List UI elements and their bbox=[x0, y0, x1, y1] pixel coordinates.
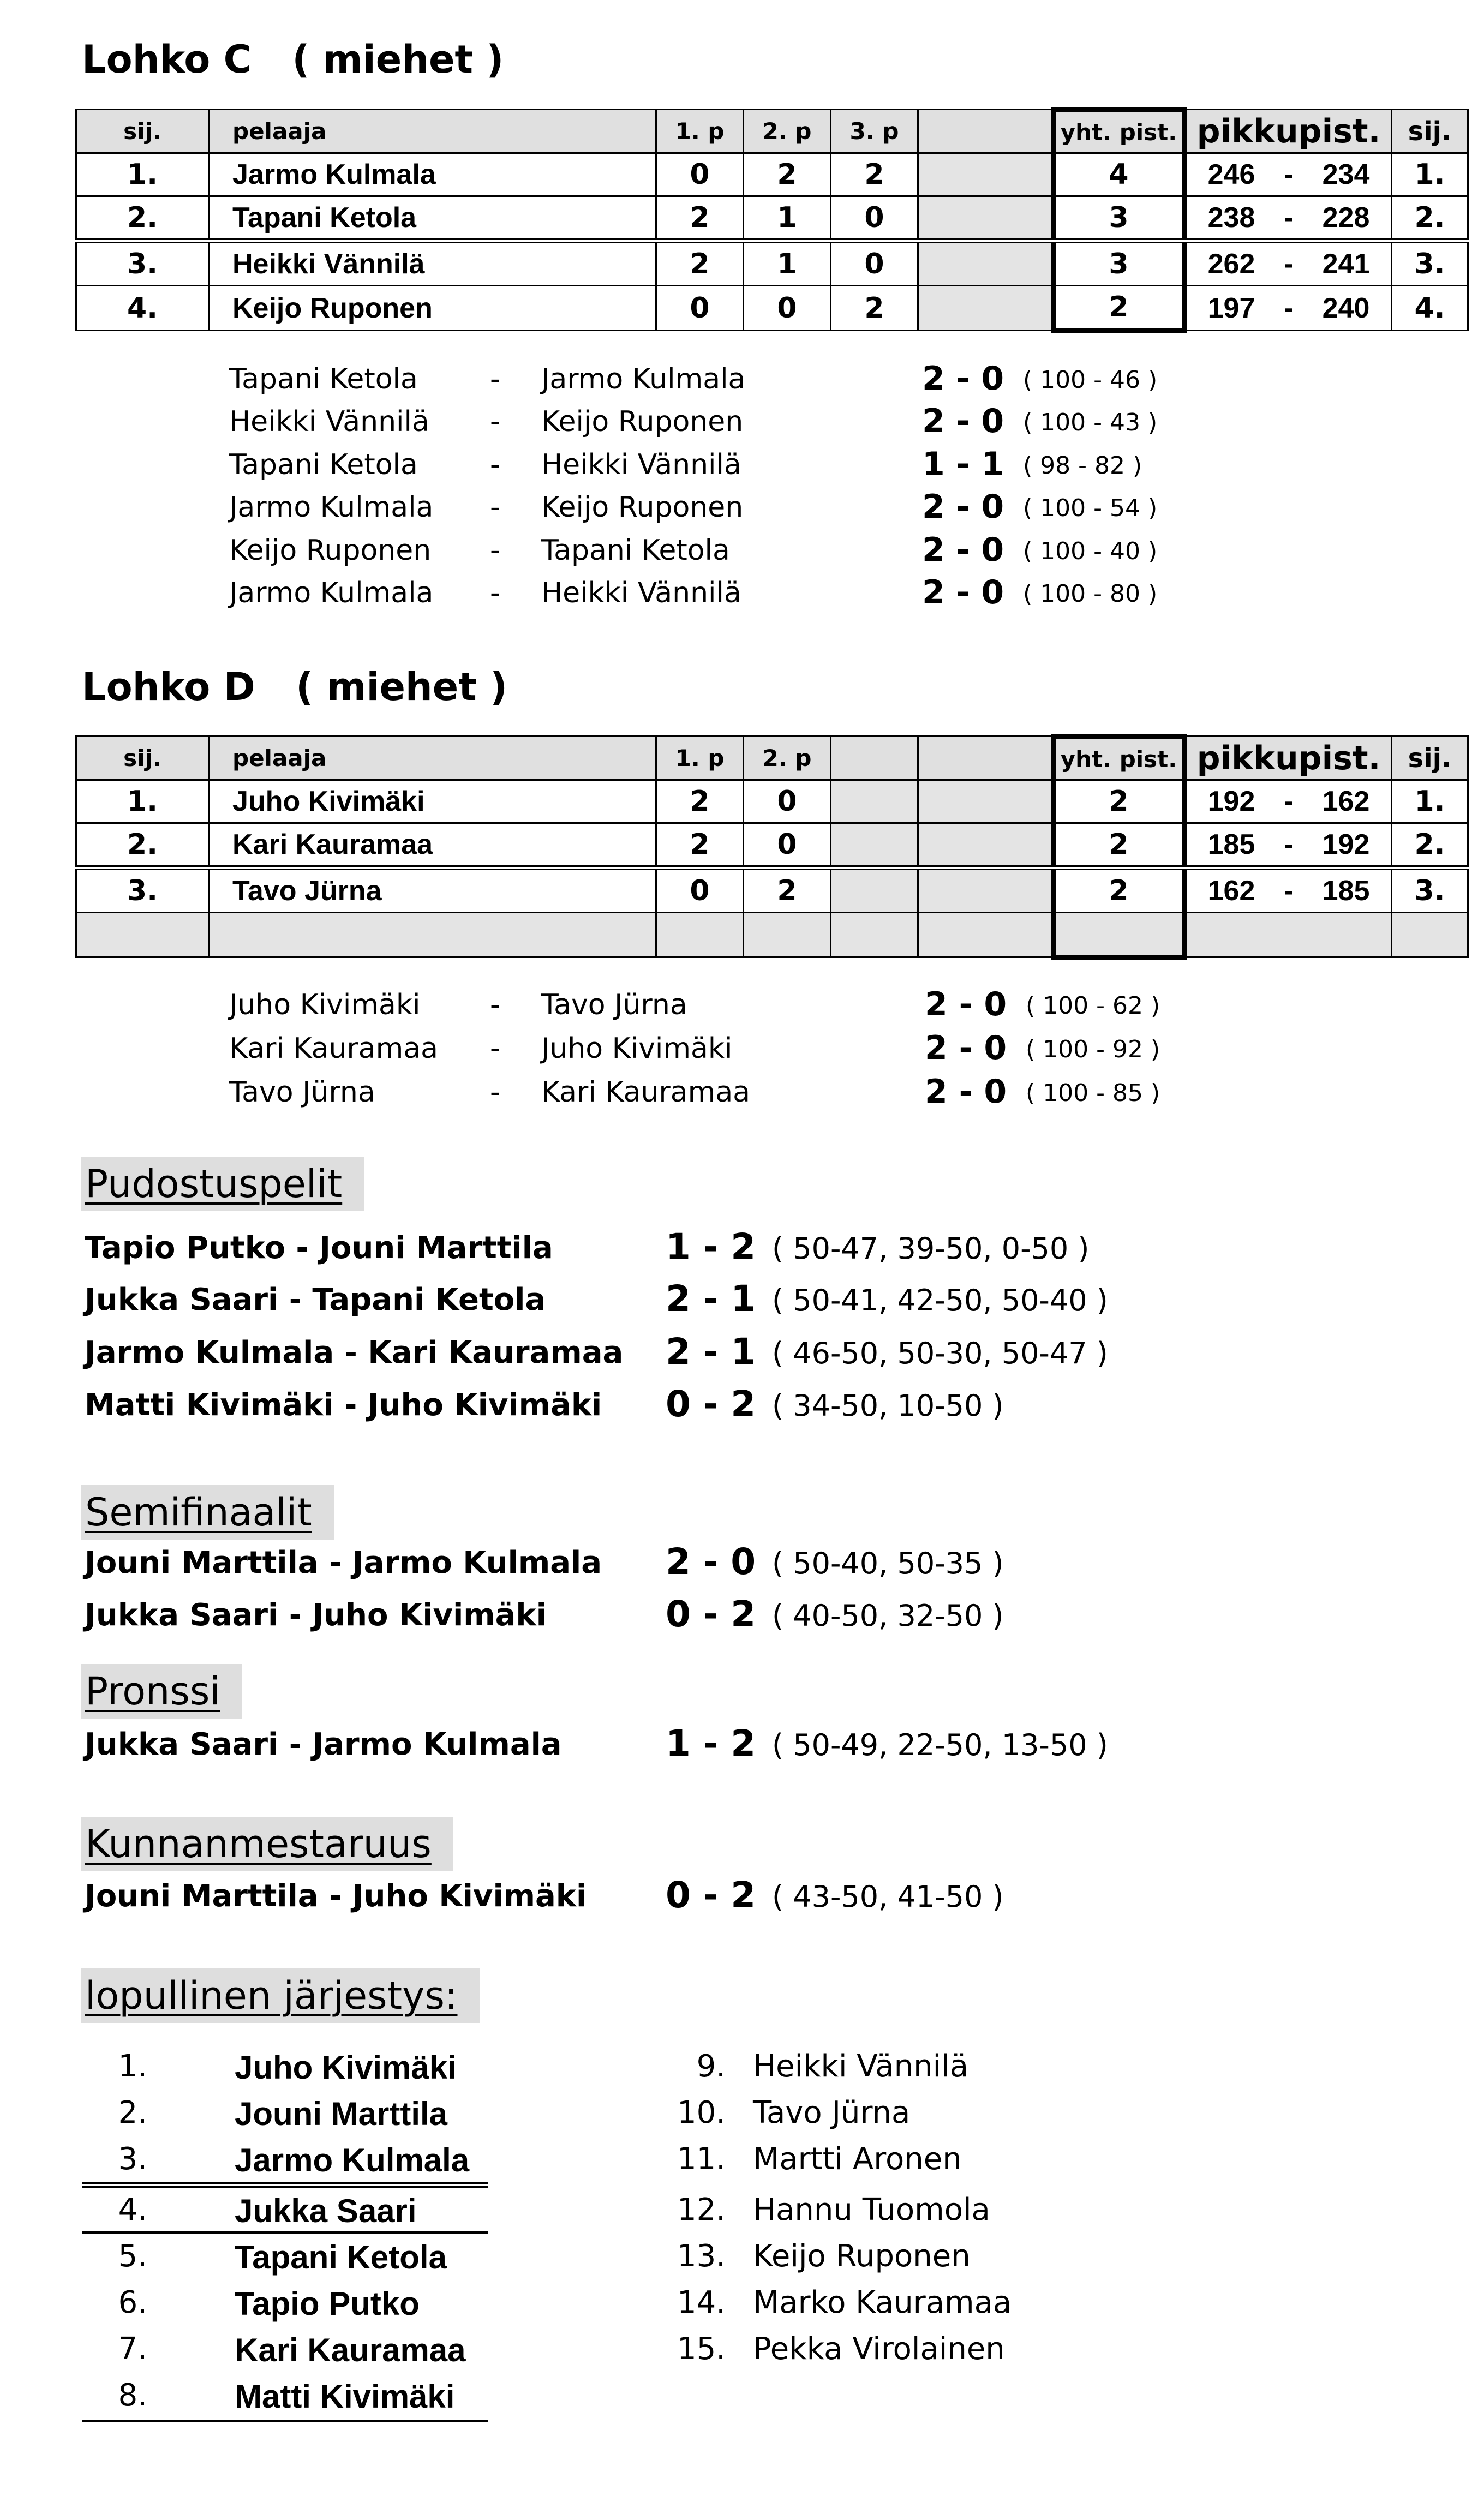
player-name: Jarmo Kulmala bbox=[209, 153, 656, 196]
player-name: Tapio Putko bbox=[235, 2285, 420, 2322]
empty-cell bbox=[1392, 913, 1468, 957]
match-result: 2 - 0 bbox=[922, 531, 1004, 569]
rank-cell: 4. bbox=[76, 286, 209, 331]
player-b: Jarmo Kulmala bbox=[541, 363, 746, 396]
player-name: Kari Kauramaa bbox=[209, 823, 656, 868]
header-spacer bbox=[918, 110, 1054, 153]
position-number: 2. bbox=[118, 2095, 147, 2130]
match-points: ( 100 - 46 ) bbox=[1023, 366, 1158, 394]
position-number: 15. bbox=[677, 2331, 726, 2367]
match-result: 2 - 0 bbox=[925, 1073, 1007, 1111]
set-scores: ( 34-50, 10-50 ) bbox=[772, 1388, 1004, 1423]
table-row bbox=[76, 780, 1468, 823]
final-order-section-title: lopullinen järjestys: bbox=[81, 1968, 480, 2023]
knockout-section-title: Pudostuspelit bbox=[81, 1157, 364, 1211]
player-a: Keijo Ruponen bbox=[229, 534, 432, 567]
spacer-cell bbox=[831, 868, 918, 913]
player-name: Kari Kauramaa bbox=[235, 2332, 466, 2368]
list-item bbox=[229, 402, 1211, 448]
divider bbox=[82, 2182, 488, 2188]
position-number: 12. bbox=[677, 2192, 726, 2228]
player-b: Kari Kauramaa bbox=[541, 1076, 751, 1109]
rank-cell: 3. bbox=[76, 868, 209, 913]
player-a: Jarmo Kulmala bbox=[229, 577, 434, 609]
match-result: 2 - 0 bbox=[925, 1029, 1007, 1067]
spacer-cell bbox=[918, 286, 1054, 331]
empty-cell bbox=[209, 913, 656, 957]
header-player: pelaaja bbox=[209, 737, 656, 780]
spacer-cell bbox=[918, 196, 1054, 241]
rank-cell: 1. bbox=[76, 153, 209, 196]
small-points bbox=[1184, 868, 1392, 913]
player-name: Tavo Jürna bbox=[753, 2095, 911, 2130]
total-points: 2 bbox=[1054, 286, 1184, 331]
group-c-heading bbox=[82, 37, 504, 82]
player-b: Tapani Ketola bbox=[541, 534, 730, 567]
rank-2-cell: 1. bbox=[1392, 780, 1468, 823]
points-dash: - bbox=[1284, 292, 1294, 324]
position-number: 11. bbox=[677, 2141, 726, 2177]
table-row-empty bbox=[76, 913, 1468, 957]
versus-dash: - bbox=[490, 491, 500, 524]
match-result: 2 - 1 bbox=[666, 1331, 756, 1373]
group-c-standings-table bbox=[75, 107, 1469, 333]
set-scores: ( 50-47, 39-50, 0-50 ) bbox=[772, 1231, 1090, 1266]
player-b: Heikki Vännilä bbox=[541, 577, 741, 609]
small-points bbox=[1184, 241, 1392, 286]
header-total-points: yht. pist. bbox=[1054, 110, 1184, 153]
versus-dash: - bbox=[490, 448, 500, 481]
spacer-cell bbox=[918, 868, 1054, 913]
game-1-score: 0 bbox=[656, 153, 744, 196]
player-a: Tavo Jürna bbox=[229, 1076, 375, 1109]
empty-cell bbox=[831, 913, 918, 957]
points-against: 234 bbox=[1322, 159, 1370, 190]
game-1-score: 0 bbox=[656, 868, 744, 913]
points-dash: - bbox=[1284, 159, 1294, 190]
rank-cell: 1. bbox=[76, 780, 209, 823]
game-3-score: 0 bbox=[831, 196, 918, 241]
match-result: 2 - 0 bbox=[922, 402, 1004, 440]
game-1-score: 2 bbox=[656, 196, 744, 241]
player-name: Tavo Jürna bbox=[209, 868, 656, 913]
table-header-row bbox=[76, 110, 1468, 153]
game-1-score: 2 bbox=[656, 780, 744, 823]
match-points: ( 100 - 92 ) bbox=[1026, 1035, 1160, 1063]
header-rank-2: sij. bbox=[1392, 110, 1468, 153]
group-d-subtitle: ( miehet ) bbox=[296, 665, 508, 709]
position-number: 13. bbox=[677, 2238, 726, 2274]
list-item bbox=[229, 573, 1211, 619]
game-2-score: 0 bbox=[744, 286, 831, 331]
table-row bbox=[76, 286, 1468, 331]
spacer-cell bbox=[918, 241, 1054, 286]
header-game-2: 2. p bbox=[744, 110, 831, 153]
player-a: Heikki Vännilä bbox=[229, 405, 429, 438]
points-against: 228 bbox=[1322, 202, 1370, 234]
player-name: Jukka Saari bbox=[235, 2193, 417, 2229]
match-points: ( 100 - 62 ) bbox=[1026, 992, 1160, 1020]
set-scores: ( 50-41, 42-50, 50-40 ) bbox=[772, 1283, 1108, 1318]
game-2-score: 0 bbox=[744, 780, 831, 823]
points-for: 238 bbox=[1207, 202, 1255, 234]
match-points: ( 100 - 54 ) bbox=[1023, 494, 1158, 522]
semifinals-section-title: Semifinaalit bbox=[81, 1485, 334, 1540]
rank-2-cell: 2. bbox=[1392, 196, 1468, 241]
points-for: 262 bbox=[1207, 248, 1255, 280]
header-rank: sij. bbox=[76, 737, 209, 780]
position-number: 14. bbox=[677, 2285, 726, 2320]
player-name: Jarmo Kulmala bbox=[235, 2142, 470, 2178]
points-for: 162 bbox=[1207, 875, 1255, 907]
bronze-section-title: Pronssi bbox=[81, 1664, 242, 1719]
header-total-points: yht. pist. bbox=[1054, 737, 1184, 780]
points-dash: - bbox=[1284, 829, 1294, 860]
header-small-points: pikkupist. bbox=[1184, 110, 1392, 153]
set-scores: ( 40-50, 32-50 ) bbox=[772, 1599, 1004, 1633]
game-1-score: 2 bbox=[656, 241, 744, 286]
set-scores: ( 46-50, 50-30, 50-47 ) bbox=[772, 1336, 1108, 1370]
match-result: 1 - 2 bbox=[666, 1722, 756, 1764]
total-points: 4 bbox=[1054, 153, 1184, 196]
player-name: Keijo Ruponen bbox=[753, 2238, 971, 2274]
match-pair: Jukka Saari - Jarmo Kulmala bbox=[85, 1727, 562, 1762]
table-row bbox=[76, 153, 1468, 196]
versus-dash: - bbox=[490, 405, 500, 438]
player-name: Juho Kivimäki bbox=[235, 2049, 457, 2086]
match-points: ( 100 - 80 ) bbox=[1023, 580, 1158, 608]
position-number: 6. bbox=[118, 2285, 147, 2320]
match-points: ( 100 - 43 ) bbox=[1023, 409, 1158, 436]
game-2-score: 2 bbox=[744, 868, 831, 913]
match-result: 0 - 2 bbox=[666, 1593, 756, 1635]
list-item bbox=[229, 985, 1211, 1031]
game-2-score: 2 bbox=[744, 153, 831, 196]
match-result: 0 - 2 bbox=[666, 1874, 756, 1916]
game-2-score: 1 bbox=[744, 241, 831, 286]
player-a: Kari Kauramaa bbox=[229, 1032, 439, 1065]
rank-cell: 2. bbox=[76, 823, 209, 868]
versus-dash: - bbox=[490, 1032, 500, 1065]
spacer-cell bbox=[918, 153, 1054, 196]
set-scores: ( 43-50, 41-50 ) bbox=[772, 1879, 1004, 1914]
versus-dash: - bbox=[490, 989, 500, 1021]
rank-2-cell: 2. bbox=[1392, 823, 1468, 868]
match-result: 2 - 0 bbox=[922, 573, 1004, 612]
player-b: Juho Kivimäki bbox=[541, 1032, 733, 1065]
small-points bbox=[1184, 196, 1392, 241]
player-name: Jouni Marttila bbox=[235, 2096, 448, 2132]
rank-2-cell: 3. bbox=[1392, 868, 1468, 913]
empty-cell bbox=[744, 913, 831, 957]
header-game-1: 1. p bbox=[656, 737, 744, 780]
game-3-score: 2 bbox=[831, 153, 918, 196]
player-b: Keijo Ruponen bbox=[541, 491, 744, 524]
game-1-score: 2 bbox=[656, 823, 744, 868]
empty-cell bbox=[918, 913, 1054, 957]
empty-cell bbox=[1054, 913, 1184, 957]
points-against: 240 bbox=[1322, 292, 1370, 324]
versus-dash: - bbox=[490, 577, 500, 609]
player-name: Pekka Virolainen bbox=[753, 2331, 1005, 2367]
game-3-score: 0 bbox=[831, 241, 918, 286]
total-points: 3 bbox=[1054, 196, 1184, 241]
match-result: 2 - 0 bbox=[925, 985, 1007, 1023]
rank-cell: 2. bbox=[76, 196, 209, 241]
points-dash: - bbox=[1284, 202, 1294, 234]
player-name: Heikki Vännilä bbox=[753, 2049, 969, 2084]
player-a: Juho Kivimäki bbox=[229, 989, 421, 1021]
list-item bbox=[229, 360, 1211, 405]
points-against: 192 bbox=[1322, 829, 1370, 860]
versus-dash: - bbox=[490, 1076, 500, 1109]
group-c-subtitle: ( miehet ) bbox=[292, 37, 504, 82]
points-dash: - bbox=[1284, 786, 1294, 817]
header-rank-2: sij. bbox=[1392, 737, 1468, 780]
position-number: 4. bbox=[118, 2192, 147, 2228]
table-row bbox=[76, 868, 1468, 913]
match-result: 0 - 2 bbox=[666, 1383, 756, 1425]
game-1-score: 0 bbox=[656, 286, 744, 331]
match-pair: Jukka Saari - Tapani Ketola bbox=[85, 1282, 546, 1318]
rank-2-cell: 4. bbox=[1392, 286, 1468, 331]
position-number: 3. bbox=[118, 2141, 147, 2177]
game-3-score: 2 bbox=[831, 286, 918, 331]
points-for: 192 bbox=[1207, 786, 1255, 817]
total-points: 2 bbox=[1054, 823, 1184, 868]
header-game-3: 3. p bbox=[831, 110, 918, 153]
spacer-cell bbox=[918, 780, 1054, 823]
points-against: 185 bbox=[1322, 875, 1370, 907]
header-player: pelaaja bbox=[209, 110, 656, 153]
match-pair: Jouni Marttila - Juho Kivimäki bbox=[85, 1878, 587, 1914]
player-name: Tapani Ketola bbox=[209, 196, 656, 241]
position-number: 10. bbox=[677, 2095, 726, 2130]
player-b: Heikki Vännilä bbox=[541, 448, 741, 481]
list-item bbox=[229, 1073, 1211, 1118]
header-small-points: pikkupist. bbox=[1184, 737, 1392, 780]
small-points bbox=[1184, 286, 1392, 331]
match-pair: Jukka Saari - Juho Kivimäki bbox=[85, 1597, 547, 1633]
header-game-1: 1. p bbox=[656, 110, 744, 153]
player-a: Tapani Ketola bbox=[229, 448, 418, 481]
list-item bbox=[229, 488, 1211, 534]
points-dash: - bbox=[1284, 248, 1294, 280]
player-name: Marko Kauramaa bbox=[753, 2285, 1012, 2320]
rank-cell: 3. bbox=[76, 241, 209, 286]
spacer-cell bbox=[831, 780, 918, 823]
list-item bbox=[229, 531, 1211, 577]
points-for: 197 bbox=[1207, 292, 1255, 324]
points-dash: - bbox=[1284, 875, 1294, 907]
match-result: 2 - 0 bbox=[922, 360, 1004, 398]
group-d-standings-table bbox=[75, 734, 1469, 960]
spacer-cell bbox=[831, 823, 918, 868]
player-name: Martti Aronen bbox=[753, 2141, 962, 2177]
header-game-2: 2. p bbox=[744, 737, 831, 780]
match-result: 1 - 2 bbox=[666, 1226, 756, 1268]
set-scores: ( 50-40, 50-35 ) bbox=[772, 1546, 1004, 1581]
match-pair: Jarmo Kulmala - Kari Kauramaa bbox=[85, 1335, 624, 1370]
player-name: Heikki Vännilä bbox=[209, 241, 656, 286]
total-points: 2 bbox=[1054, 868, 1184, 913]
divider bbox=[82, 2420, 488, 2422]
total-points: 3 bbox=[1054, 241, 1184, 286]
position-number: 9. bbox=[696, 2049, 726, 2084]
final-section-title: Kunnanmestaruus bbox=[81, 1817, 453, 1871]
table-header-row bbox=[76, 737, 1468, 780]
position-number: 5. bbox=[118, 2238, 147, 2274]
total-points: 2 bbox=[1054, 780, 1184, 823]
divider bbox=[82, 2231, 488, 2234]
group-c-title: Lohko C bbox=[82, 37, 252, 82]
points-for: 185 bbox=[1207, 829, 1255, 860]
table-row bbox=[76, 823, 1468, 868]
match-points: ( 98 - 82 ) bbox=[1023, 452, 1142, 480]
match-result: 2 - 0 bbox=[666, 1541, 756, 1583]
small-points bbox=[1184, 780, 1392, 823]
group-d-title: Lohko D bbox=[82, 665, 255, 709]
player-name: Tapani Ketola bbox=[235, 2239, 447, 2276]
header-rank: sij. bbox=[76, 110, 209, 153]
player-name: Juho Kivimäki bbox=[209, 780, 656, 823]
match-points: ( 100 - 85 ) bbox=[1026, 1079, 1160, 1107]
player-a: Jarmo Kulmala bbox=[229, 491, 434, 524]
points-against: 241 bbox=[1322, 248, 1370, 280]
empty-cell bbox=[76, 913, 209, 957]
empty-cell bbox=[656, 913, 744, 957]
position-number: 1. bbox=[118, 2049, 147, 2084]
empty-cell bbox=[1184, 913, 1392, 957]
position-number: 8. bbox=[118, 2378, 147, 2413]
header-spacer bbox=[918, 737, 1054, 780]
small-points bbox=[1184, 823, 1392, 868]
player-name: Matti Kivimäki bbox=[235, 2378, 455, 2415]
game-2-score: 0 bbox=[744, 823, 831, 868]
rank-2-cell: 3. bbox=[1392, 241, 1468, 286]
match-pair: Jouni Marttila - Jarmo Kulmala bbox=[85, 1545, 602, 1581]
player-a: Tapani Ketola bbox=[229, 363, 418, 396]
match-pair: Matti Kivimäki - Juho Kivimäki bbox=[85, 1387, 602, 1423]
set-scores: ( 50-49, 22-50, 13-50 ) bbox=[772, 1728, 1108, 1762]
player-b: Tavo Jürna bbox=[541, 989, 687, 1021]
player-name: Hannu Tuomola bbox=[753, 2192, 990, 2228]
small-points bbox=[1184, 153, 1392, 196]
game-2-score: 1 bbox=[744, 196, 831, 241]
match-result: 1 - 1 bbox=[922, 445, 1004, 483]
rank-2-cell: 1. bbox=[1392, 153, 1468, 196]
match-result: 2 - 1 bbox=[666, 1278, 756, 1320]
points-against: 162 bbox=[1322, 786, 1370, 817]
spacer-cell bbox=[918, 823, 1054, 868]
versus-dash: - bbox=[490, 363, 500, 396]
group-d-heading bbox=[82, 665, 507, 709]
player-name: Keijo Ruponen bbox=[209, 286, 656, 331]
match-pair: Tapio Putko - Jouni Marttila bbox=[85, 1230, 553, 1266]
points-for: 246 bbox=[1207, 159, 1255, 190]
header-spacer bbox=[831, 737, 918, 780]
table-row bbox=[76, 196, 1468, 241]
table-row bbox=[76, 241, 1468, 286]
list-item bbox=[229, 445, 1211, 491]
versus-dash: - bbox=[490, 534, 500, 567]
match-points: ( 100 - 40 ) bbox=[1023, 537, 1158, 565]
match-result: 2 - 0 bbox=[922, 488, 1004, 526]
player-b: Keijo Ruponen bbox=[541, 405, 744, 438]
position-number: 7. bbox=[118, 2331, 147, 2367]
list-item bbox=[229, 1029, 1211, 1075]
